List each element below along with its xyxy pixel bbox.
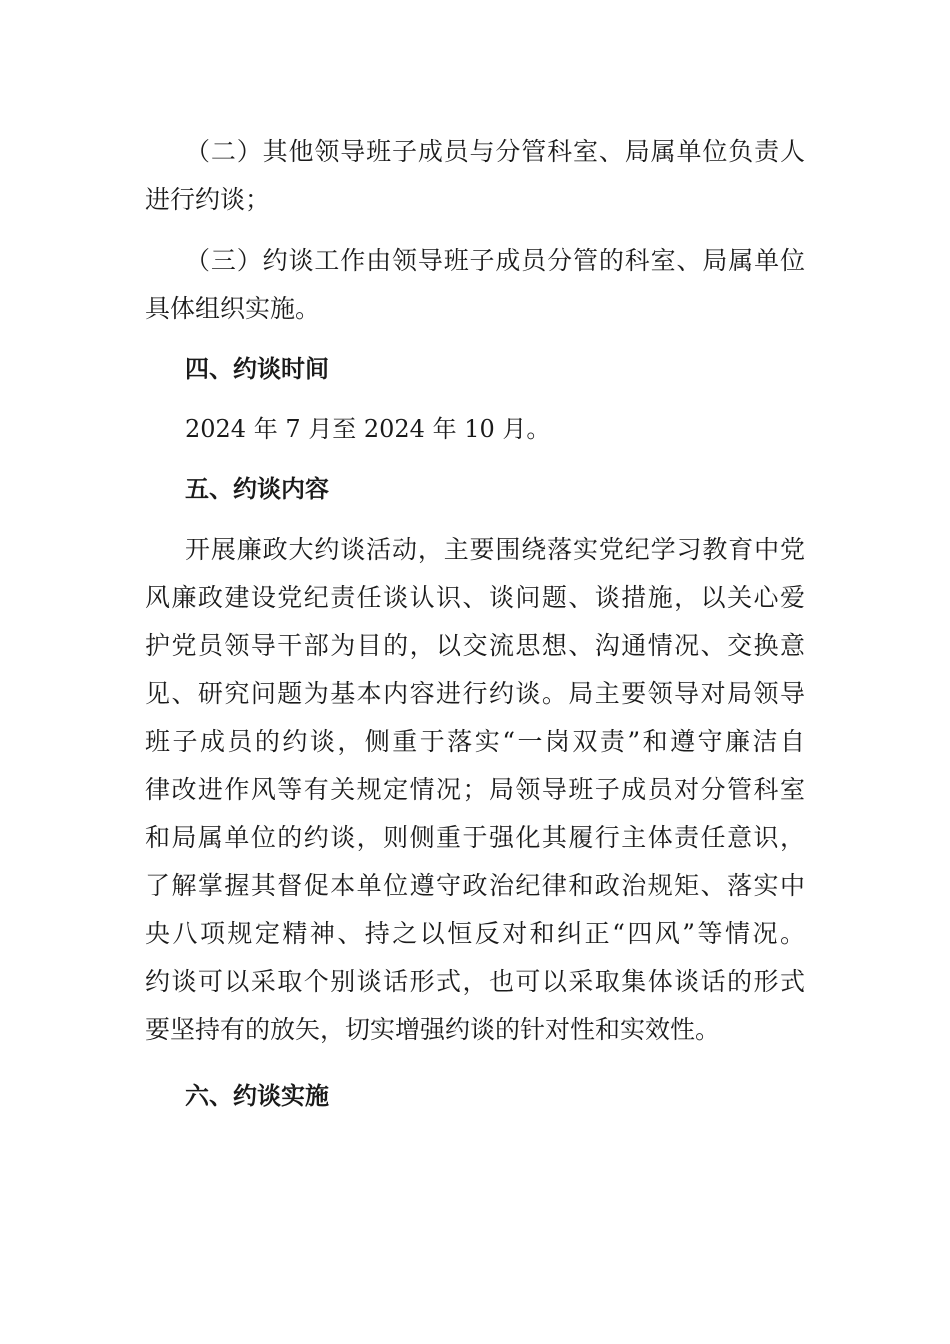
paragraph-section-2 xyxy=(145,128,805,224)
paragraph-content xyxy=(145,526,805,1054)
text-line: 具体组织实施。 xyxy=(145,294,321,323)
text-line: 班子成员的约谈，侧重于落实“一岗双责”和遵守廉洁自 xyxy=(145,727,805,756)
text-line: 见、研究问题为基本内容进行约谈。局主要领导对局领导 xyxy=(145,679,805,708)
text-line: 进行约谈； xyxy=(145,185,271,214)
heading-implementation: 六、约谈实施 xyxy=(185,1081,329,1110)
document-page xyxy=(145,128,805,1120)
text-line: 央八项规定精神、持之以恒反对和纠正“四风”等情况。 xyxy=(145,919,805,948)
paragraph-section-3 xyxy=(145,237,805,333)
time-text: 2024 年 7 月至 2024 年 10 月。 xyxy=(185,415,551,443)
text-line: （二）其他领导班子成员与分管科室、局属单位负责人 xyxy=(185,137,805,166)
text-line: 约谈可以采取个别谈话形式，也可以采取集体谈话的形式 xyxy=(145,967,805,996)
heading-content: 五、约谈内容 xyxy=(185,474,329,503)
text-line: 要坚持有的放矢，切实增强约谈的针对性和实效性。 xyxy=(145,1015,721,1044)
text-line: （三）约谈工作由领导班子成员分管的科室、局属单位 xyxy=(185,246,805,275)
text-line: 律改进作风等有关规定情况；局领导班子成员对分管科室 xyxy=(145,775,805,804)
heading-time: 四、约谈时间 xyxy=(185,354,329,383)
text-line: 和局属单位的约谈，则侧重于强化其履行主体责任意识， xyxy=(145,823,805,852)
text-line: 了解掌握其督促本单位遵守政治纪律和政治规矩、落实中 xyxy=(145,871,805,900)
text-line: 风廉政建设党纪责任谈认识、谈问题、谈措施，以关心爱 xyxy=(145,583,805,612)
text-line: 开展廉政大约谈活动，主要围绕落实党纪学习教育中党 xyxy=(185,535,805,564)
text-line: 护党员领导干部为目的，以交流思想、沟通情况、交换意 xyxy=(145,631,805,660)
